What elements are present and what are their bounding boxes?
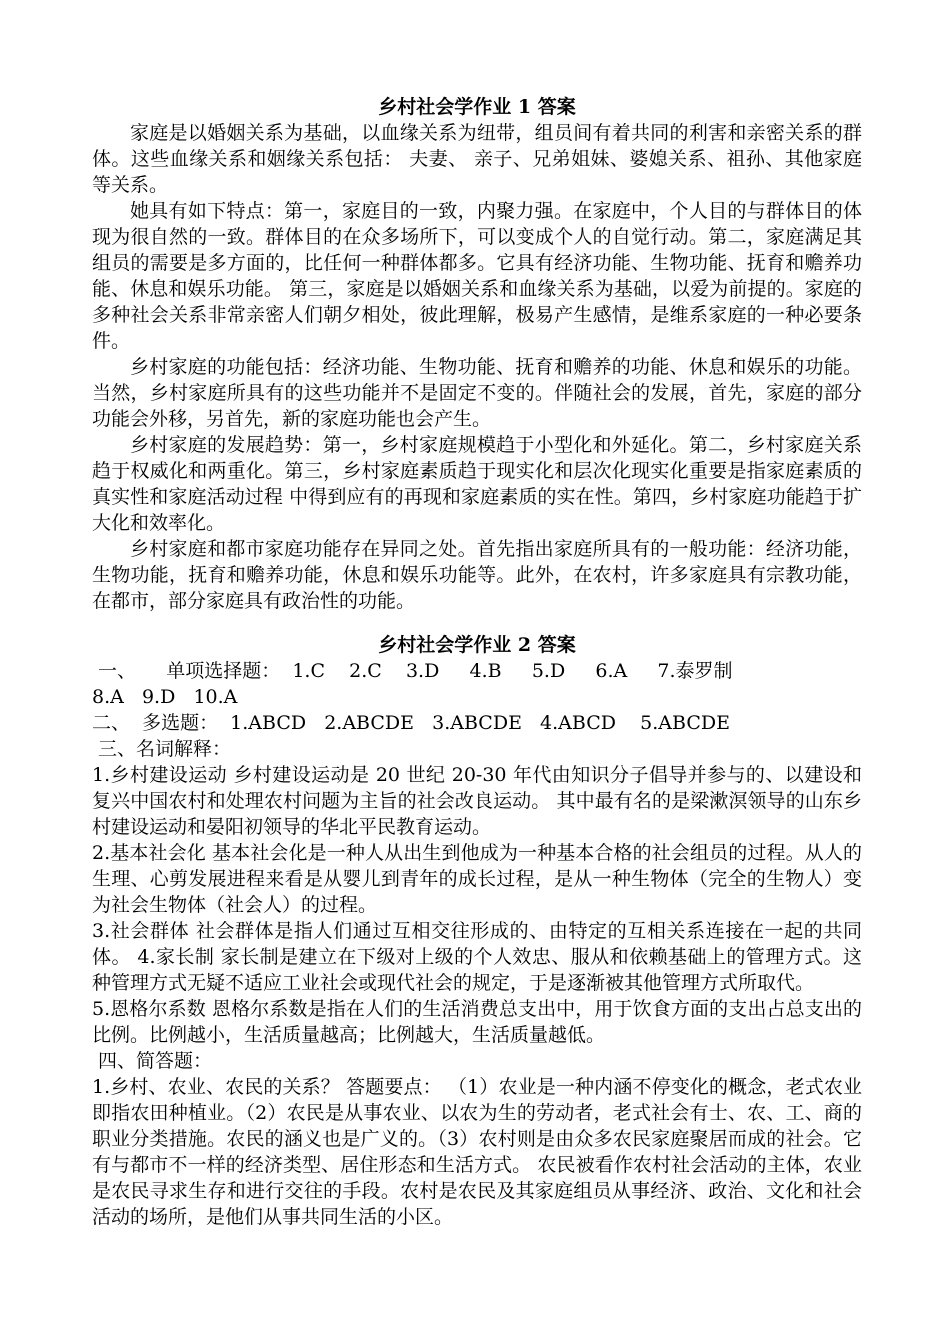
term-item-4: 5.恩格尔系数 恩格尔系数是指在人们的生活消费总支出中，用于饮食方面的支出占总支出的比例。比例越小，生活质量越高；比例越大，生活质量越低。 [92,998,862,1046]
term-item-2: 2.基本社会化 基本社会化是一种人从出生到他成为一种基本合格的社会组员的过程。从人的生理、心剪发展进程来看是从婴儿到青年的成长过程，是从一种生物体（完全的生物人）变为社会生物体（社会人）的过程。 [92,842,862,916]
section1-paragraph-1: 家庭是以婚姻关系为基础，以血缘关系为纽带，组员间有着共同的利害和亲密关系的群体。这些血缘关系和姻缘关系包括： 夫妻、 亲子、兄弟姐妹、婆媳关系、祖孙、其他家庭等关系。 [92,122,862,196]
terms-heading: 三、名词解释： [92,738,232,760]
single-choice-answers-line-2: 8.A 9.D 10.A [92,686,238,708]
single-choice-answers-line-1: 一、 单项选择题： 1.C 2.C 3.D 4.B 5.D 6.A 7.泰罗制 [92,660,733,682]
section1-paragraph-5: 乡村家庭和都市家庭功能存在异同之处。首先指出家庭所具有的一般功能：经济功能，生物功能，抚育和赡养功能，休息和娱乐功能等。此外，在农村，许多家庭具有宗教功能，在都市，部分家庭具有政治性的功能。 [92,538,862,612]
section1-paragraph-2: 她具有如下特点：第一，家庭目的一致，内聚力强。在家庭中，个人目的与群体目的体现为很自然的一致。群体目的在众多场所下，可以变成个人的自觉行动。第二，家庭满足其组员的需要是多方面的，比任何一种群体都多。它具有经济功能、生物功能、抚育和赡养功能、休息和娱乐功能。 第三，家庭是以婚姻关系和血缘关系为基础，以爱为前提的。家庭的多种社会关系非常亲密人们朝夕相处，彼此理解，极易产生感情，是维系家庭的一种必要条件。 [92,200,862,352]
term-item-3: 3.社会群体 社会群体是指人们通过互相交往形成的、由特定的互相关系连接在一起的共同体。 4.家长制 家长制是建立在下级对上级的个人效忠、服从和依赖基础上的管理方式。这种管理方式无疑不适应工业社会或现代社会的规定，于是逐渐被其他管理方式所取代。 [92,920,862,994]
short-answer-heading: 四、简答题： [92,1050,213,1072]
section2-title: 乡村社会学作业 2 答案 [378,634,576,656]
section1-paragraph-3: 乡村家庭的功能包括：经济功能、生物功能、抚育和赡养的功能、休息和娱乐的功能。当然，乡村家庭所具有的这些功能并不是固定不变的。伴随社会的发展，首先，家庭的部分功能会外移，另首先，新的家庭功能也会产生。 [92,356,862,430]
multi-choice-answers: 二、 多选题： 1.ABCD 2.ABCDE 3.ABCDE 4.ABCD 5.ABCDE [92,712,730,734]
document-page [92,94,862,1230]
section1-paragraph-4: 乡村家庭的发展趋势：第一，乡村家庭规模趋于小型化和外延化。第二，乡村家庭关系趋于权威化和两重化。第三，乡村家庭素质趋于现实化和层次化现实化重要是指家庭素质的真实性和家庭活动过程 中得到应有的再现和家庭素质的实在性。第四，乡村家庭功能趋于扩大化和效率化。 [92,434,862,534]
section1-title: 乡村社会学作业 1 答案 [378,96,576,118]
term-item-1: 1.乡村建设运动 乡村建设运动是 20 世纪 20-30 年代由知识分子倡导并参与的、以建设和复兴中国农村和处理农村问题为主旨的社会改良运动。 其中最有名的是梁漱溟领导的山东乡村建设运动和晏阳初领导的华北平民教育运动。 [92,764,862,838]
short-answer-item-1: 1.乡村、农业、农民的关系？ 答题要点： （1）农业是一种内涵不停变化的概念，老式农业即指农田种植业。（2）农民是从事农业、以农为生的劳动者，老式社会有士、农、工、商的职业分类措施。农民的涵义也是广义的。（3）农村则是由众多农民家庭聚居而成的社会。它有与都市不一样的经济类型、居住形态和生活方式。 农民被看作农村社会活动的主体，农业是农民寻求生存和进行交往的手段。农村是农民及其家庭组员从事经济、政治、文化和社会活动的场所，是他们从事共同生活的小区。 [92,1076,862,1228]
